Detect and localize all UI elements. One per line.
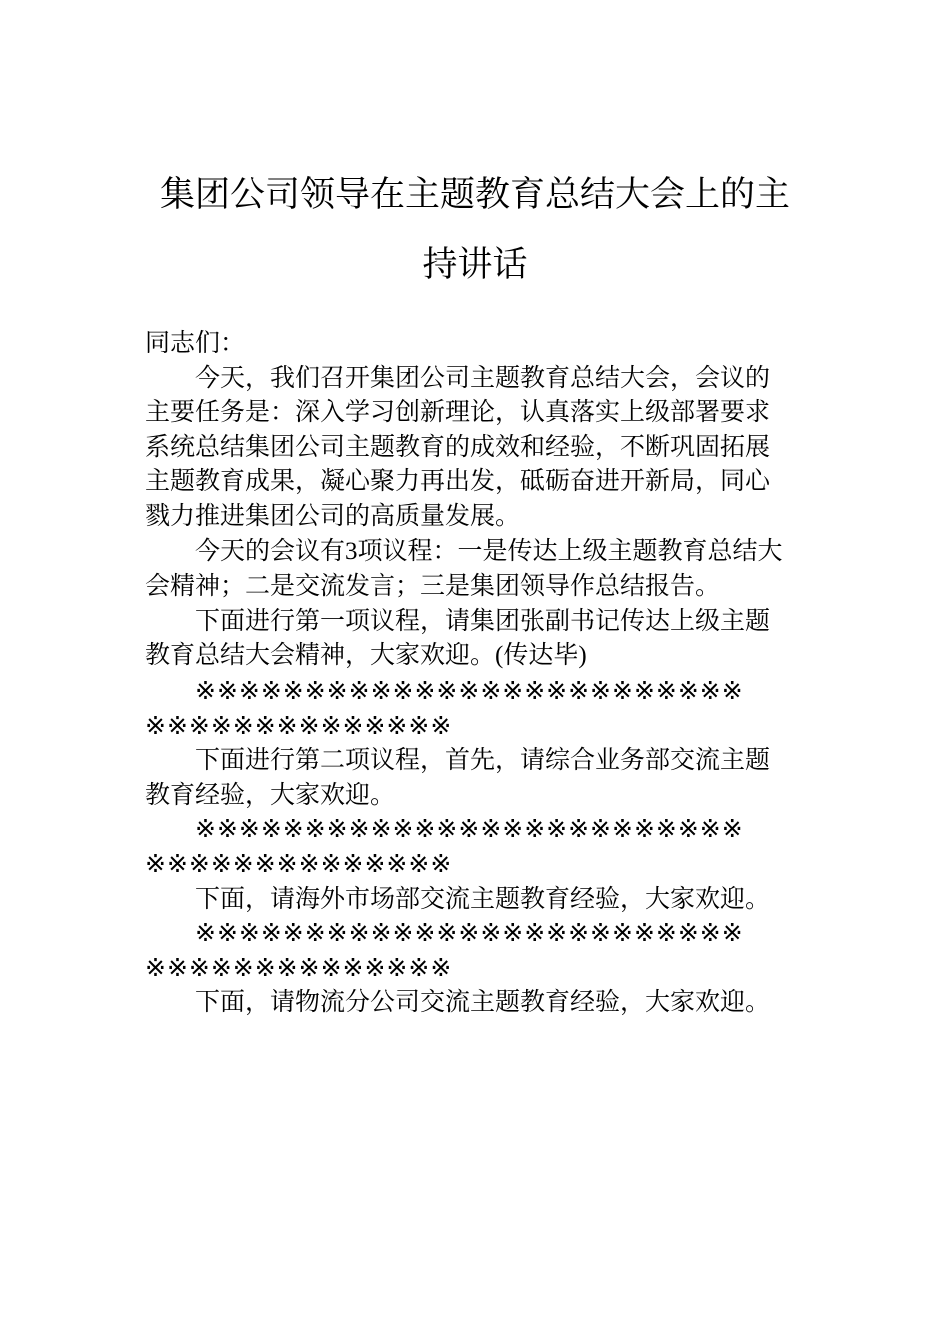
separator-line: ※※※※※※※※※※※※※※: [145, 952, 453, 982]
paragraph-text: 教育总结大会精神，大家欢迎。: [145, 640, 496, 670]
agenda-text-before: 今天的会议有: [195, 535, 346, 565]
separator-line: ※※※※※※※※※※※※※※※※※※※※※※※※※: [195, 814, 744, 844]
paragraph-item-2: [145, 743, 807, 812]
paragraph-item-4: 下面，请物流分公司交流主题教育经验，大家欢迎。: [195, 987, 771, 1017]
separator-1: [145, 674, 807, 743]
separator-line: ※※※※※※※※※※※※※※: [145, 710, 453, 740]
separator-3: [145, 916, 807, 985]
paragraph-line: 主要任务是：深入学习创新理论，认真落实上级部署要求: [145, 397, 771, 427]
document-title: [145, 160, 805, 300]
paragraph-line: 会精神；二是交流发言；三是集团领导作总结报告。: [145, 571, 721, 601]
paragraph-line: 下面进行第一项议程，请集团张副书记传达上级主题: [195, 605, 771, 635]
paragraph-opening: [145, 361, 807, 534]
title-line-1: 集团公司领导在主题教育总结大会上的主: [159, 175, 790, 215]
agenda-count: 3: [345, 537, 358, 565]
agenda-text-after: 项议程：一是传达上级主题教育总结大: [357, 535, 783, 565]
paragraph-line: 教育经验，大家欢迎。: [145, 779, 396, 809]
separator-line: ※※※※※※※※※※※※※※※※※※※※※※※※※: [195, 675, 744, 705]
paragraph-line: [145, 638, 807, 674]
paragraph-item-1: [145, 604, 807, 674]
paragraph-line: 今天，我们召开集团公司主题教育总结大会，会议的: [195, 362, 771, 392]
document-body: [145, 326, 807, 1020]
paragraph-line: 戮力推进集团公司的高质量发展。: [145, 500, 521, 530]
title-line-2: 持讲话: [422, 245, 528, 285]
separator-line: ※※※※※※※※※※※※※※※※※※※※※※※※※: [195, 918, 744, 948]
separator-2: [145, 812, 807, 881]
separator-line: ※※※※※※※※※※※※※※: [145, 848, 453, 878]
paragraph-line: 主题教育成果，凝心聚力再出发，砥砺奋进开新局，同心: [145, 466, 771, 496]
salutation: 同志们：: [145, 328, 246, 357]
paragraph-line: [145, 534, 807, 570]
paragraph-agenda: [145, 534, 807, 604]
paragraph-line: 下面进行第二项议程，首先，请综合业务部交流主题: [195, 745, 771, 775]
paragraph-line: 系统总结集团公司主题教育的成效和经验，不断巩固拓展: [145, 431, 771, 461]
paragraph-item-3: 下面，请海外市场部交流主题教育经验，大家欢迎。: [195, 883, 771, 913]
paragraph-note: (传达毕): [495, 642, 587, 670]
